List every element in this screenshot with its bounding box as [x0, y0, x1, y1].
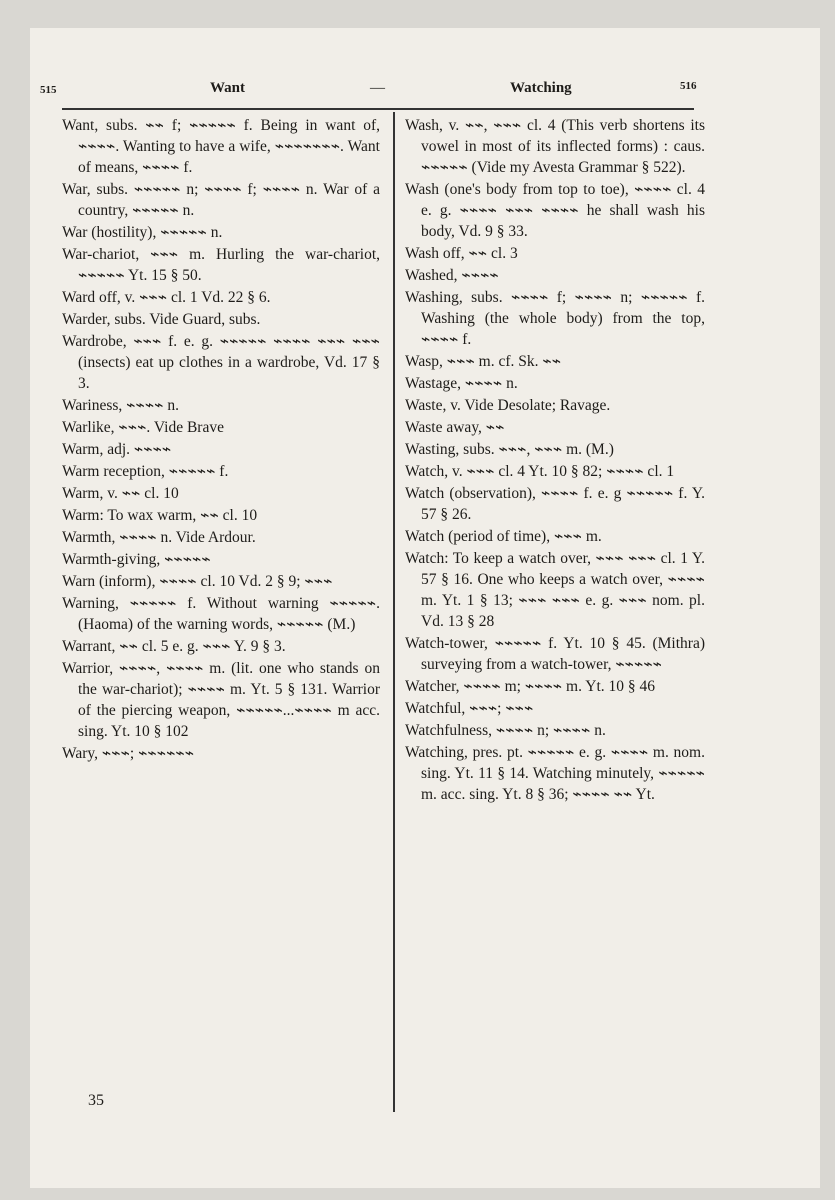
page-header — [40, 80, 697, 106]
header-word-left: Want — [210, 80, 246, 96]
dictionary-entry: Wardrobe, ⌁⌁⌁ f. e. g. ⌁⌁⌁⌁⌁ ⌁⌁⌁⌁ ⌁⌁⌁ ⌁⌁⌁ (insects) eat up clothes in a wardrobe, Vd. 17 § 3. — [62, 333, 380, 392]
dictionary-entry: Warmth-giving, ⌁⌁⌁⌁⌁ — [62, 551, 211, 568]
dictionary-entry: Warm reception, ⌁⌁⌁⌁⌁ f. — [62, 463, 229, 480]
page-number-right: 516 — [680, 80, 697, 92]
dictionary-entry: Watchful, ⌁⌁⌁; ⌁⌁⌁ — [405, 700, 534, 717]
dictionary-entry: Watching, pres. pt. ⌁⌁⌁⌁⌁ e. g. ⌁⌁⌁⌁ m. nom. sing. Yt. 11 § 14. Watching minutely, ⌁⌁⌁⌁⌁ m. acc. sing. Yt. 8 § 36; ⌁⌁⌁⌁ ⌁⌁ Yt. — [405, 744, 705, 803]
dictionary-entry: Wash, v. ⌁⌁, ⌁⌁⌁ cl. 4 (This verb shortens its vowel in most of its inflected forms) : caus. ⌁⌁⌁⌁⌁ (Vide my Avesta Grammar § 522). — [405, 117, 705, 176]
dictionary-entry: Wash (one's body from top to toe), ⌁⌁⌁⌁ cl. 4 e. g. ⌁⌁⌁⌁ ⌁⌁⌁ ⌁⌁⌁⌁ he shall wash his body, Vd. 9 § 33. — [405, 181, 705, 240]
dictionary-entry: Wastage, ⌁⌁⌁⌁ n. — [405, 375, 518, 392]
dictionary-entry: Ward off, v. ⌁⌁⌁ cl. 1 Vd. 22 § 6. — [62, 289, 271, 306]
right-column — [405, 115, 705, 806]
dictionary-entry: Waste, v. Vide Desolate; Ravage. — [405, 397, 611, 414]
dictionary-entry: Warrior, ⌁⌁⌁⌁, ⌁⌁⌁⌁ m. (lit. one who stands on the war-chariot); ⌁⌁⌁⌁ m. Yt. 5 § 131. Warrior of the piercing weapon, ⌁⌁⌁⌁⌁...⌁⌁⌁⌁ m acc. sing. Yt. 10 § 102 — [62, 660, 380, 740]
dictionary-entry: Warm, adj. ⌁⌁⌁⌁ — [62, 441, 172, 458]
header-word-right: Watching — [510, 80, 572, 96]
page-number-left: 515 — [40, 84, 57, 96]
dictionary-entry: Warn (inform), ⌁⌁⌁⌁ cl. 10 Vd. 2 § 9; ⌁⌁⌁ — [62, 573, 333, 590]
dictionary-entry: Wary, ⌁⌁⌁; ⌁⌁⌁⌁⌁⌁ — [62, 745, 195, 762]
dictionary-entry: Washed, ⌁⌁⌁⌁ — [405, 267, 499, 284]
left-column — [62, 115, 380, 765]
dictionary-entry: Wasp, ⌁⌁⌁ m. cf. Sk. ⌁⌁ — [405, 353, 562, 370]
dictionary-entry: Warder, subs. Vide Guard, subs. — [62, 311, 261, 328]
dictionary-entry: Watch (period of time), ⌁⌁⌁ m. — [405, 528, 602, 545]
header-dash: — — [370, 80, 385, 96]
dictionary-entry: Warrant, ⌁⌁ cl. 5 e. g. ⌁⌁⌁ Y. 9 § 3. — [62, 638, 286, 655]
dictionary-entry: Watch, v. ⌁⌁⌁ cl. 4 Yt. 10 § 82; ⌁⌁⌁⌁ cl. 1 — [405, 463, 675, 480]
dictionary-entry: Warm: To wax warm, ⌁⌁ cl. 10 — [62, 507, 258, 524]
dictionary-entry: War-chariot, ⌁⌁⌁ m. Hurling the war-chariot, ⌁⌁⌁⌁⌁ Yt. 15 § 50. — [62, 246, 380, 284]
header-rule — [62, 108, 694, 110]
dictionary-entry: Watch: To keep a watch over, ⌁⌁⌁ ⌁⌁⌁ cl. 1 Y. 57 § 16. One who keeps a watch over, ⌁⌁⌁⌁ m. Yt. 1 § 13; ⌁⌁⌁ ⌁⌁⌁ e. g. ⌁⌁⌁ nom. pl. Vd. 13 § 28 — [405, 550, 705, 630]
dictionary-entry: Watcher, ⌁⌁⌁⌁ m; ⌁⌁⌁⌁ m. Yt. 10 § 46 — [405, 678, 655, 695]
dictionary-entry: Washing, subs. ⌁⌁⌁⌁ f; ⌁⌁⌁⌁ n; ⌁⌁⌁⌁⌁ f. Washing (the whole body) from the top, ⌁⌁⌁⌁ f. — [405, 289, 705, 348]
dictionary-entry: Warlike, ⌁⌁⌁. Vide Brave — [62, 419, 224, 436]
dictionary-entry: Waste away, ⌁⌁ — [405, 419, 505, 436]
dictionary-entry: Watch (observation), ⌁⌁⌁⌁ f. e. g ⌁⌁⌁⌁⌁ f. Y. 57 § 26. — [405, 485, 705, 523]
dictionary-entry: Warm, v. ⌁⌁ cl. 10 — [62, 485, 179, 502]
dictionary-entry: Watchfulness, ⌁⌁⌁⌁ n; ⌁⌁⌁⌁ n. — [405, 722, 606, 739]
dictionary-entry: Wariness, ⌁⌁⌁⌁ n. — [62, 397, 180, 414]
dictionary-entry: War (hostility), ⌁⌁⌁⌁⌁ n. — [62, 224, 223, 241]
dictionary-entry: Watch-tower, ⌁⌁⌁⌁⌁ f. Yt. 10 § 45. (Mithra) surveying from a watch-tower, ⌁⌁⌁⌁⌁ — [405, 635, 705, 673]
signature-number: 35 — [88, 1092, 104, 1109]
dictionary-entry: Wasting, subs. ⌁⌁⌁, ⌁⌁⌁ m. (M.) — [405, 441, 614, 458]
dictionary-entry: Warning, ⌁⌁⌁⌁⌁ f. Without warning ⌁⌁⌁⌁⌁. (Haoma) of the warning words, ⌁⌁⌁⌁⌁ (M.) — [62, 595, 380, 633]
dictionary-entry: War, subs. ⌁⌁⌁⌁⌁ n; ⌁⌁⌁⌁ f; ⌁⌁⌁⌁ n. War of a country, ⌁⌁⌁⌁⌁ n. — [62, 181, 380, 219]
dictionary-entry: Warmth, ⌁⌁⌁⌁ n. Vide Ardour. — [62, 529, 256, 546]
column-divider — [393, 112, 395, 1112]
dictionary-entry: Wash off, ⌁⌁ cl. 3 — [405, 245, 518, 262]
dictionary-entry: Want, subs. ⌁⌁ f; ⌁⌁⌁⌁⌁ f. Being in want of, ⌁⌁⌁⌁. Wanting to have a wife, ⌁⌁⌁⌁⌁⌁⌁. Want of means, ⌁⌁⌁⌁ f. — [62, 117, 380, 176]
